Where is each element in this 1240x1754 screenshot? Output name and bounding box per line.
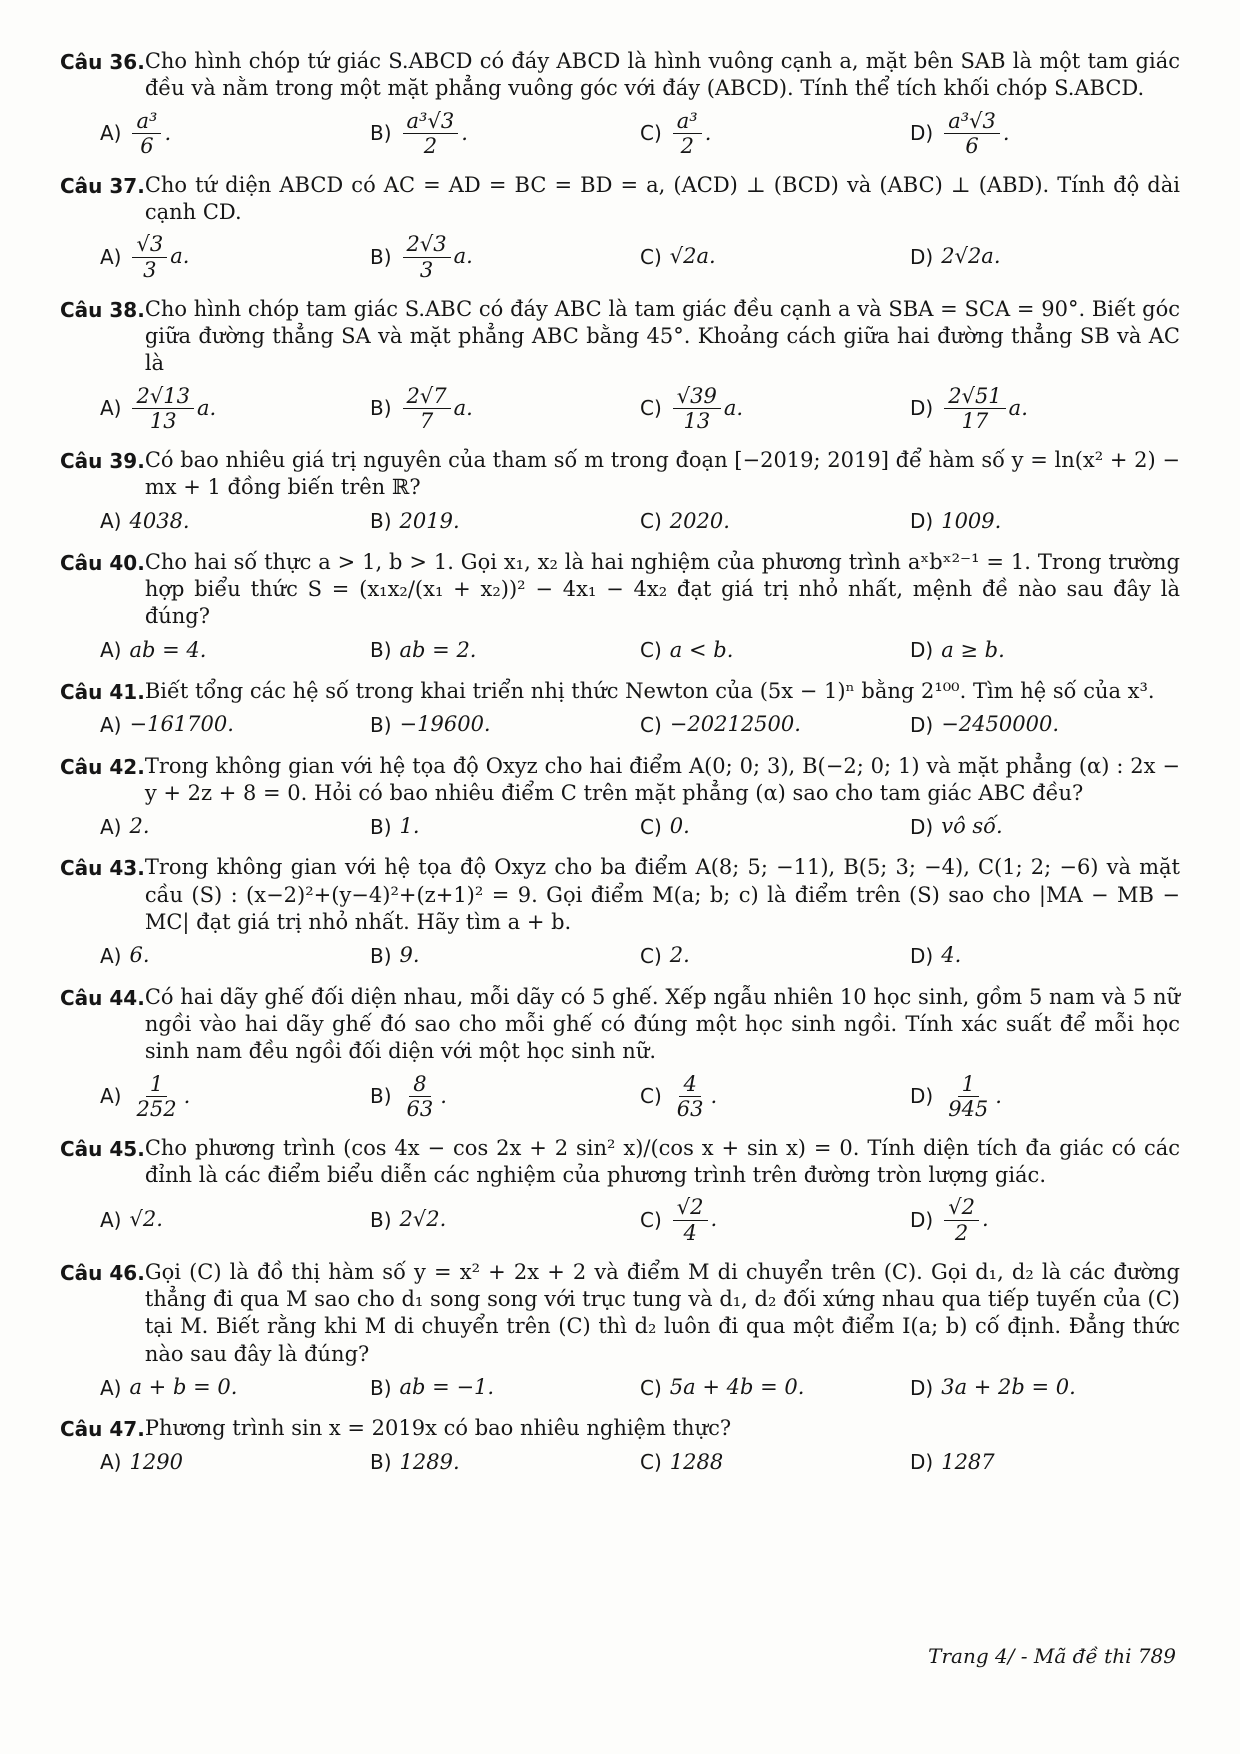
option-label: B) [370, 638, 392, 663]
answer-option [100, 508, 370, 535]
fraction-denominator: 945 [948, 1096, 989, 1121]
fraction-numerator: √2 [944, 1195, 979, 1220]
option-text: ab = 2. [399, 637, 477, 662]
answer-option [370, 1195, 640, 1244]
option-text: vô số. [941, 814, 1003, 839]
question [60, 984, 1180, 1121]
fraction-numerator: a³ [132, 109, 161, 134]
fraction-numerator: 1 [958, 1072, 979, 1097]
answer-options [60, 1449, 1180, 1476]
option-label: B) [370, 1375, 392, 1400]
fraction-denominator: 4 [683, 1220, 697, 1245]
option-text: 1009. [941, 508, 1002, 533]
option-text: 1289. [399, 1449, 460, 1474]
option-text: 6. [129, 943, 150, 968]
option-label: B) [370, 1450, 392, 1475]
option-label: D) [910, 1450, 934, 1475]
question-text: Cho tứ diện ABCD có AC = AD = BC = BD = a, (ACD) ⊥ (BCD) và (ABC) ⊥ (ABD). Tính độ dài cạnh CD. [144, 172, 1180, 225]
question-stem [60, 854, 1180, 936]
option-text: 1. [399, 814, 420, 839]
option-label: B) [370, 245, 392, 270]
fraction-denominator: 3 [419, 257, 434, 282]
option-text: −161700. [129, 712, 234, 737]
option-label: C) [640, 245, 662, 270]
fraction-numerator: √2 [673, 1195, 708, 1220]
answer-options [60, 1374, 1180, 1401]
answer-option [640, 109, 910, 158]
answer-option [370, 1374, 640, 1401]
option-label: D) [910, 121, 934, 146]
option-label: B) [370, 509, 392, 534]
option-label: C) [640, 509, 662, 534]
option-label: D) [910, 509, 934, 534]
question [60, 48, 1180, 158]
fraction-suffix: . [981, 1207, 989, 1232]
answer-option [370, 508, 640, 535]
question-text: Cho hai số thực a > 1, b > 1. Gọi x₁, x₂ là hai nghiệm của phương trình aˣbˣ²⁻¹ = 1. Trong trường hợp biểu thức S = (x₁x₂/(x₁ + x₂))² − 4x₁ − 4x₂ đạt giá trị nhỏ nhất, mệnh đề nào sau đây là đúng? [144, 549, 1180, 629]
option-fraction [673, 109, 702, 158]
question-text: Gọi (C) là đồ thị hàm số y = x² + 2x + 2 và điểm M di chuyển trên (C). Gọi d₁, d₂ là các đường thẳng đi qua M sao cho d₁ song song với trục tung và d₁, d₂ đối xứng nhau qua tiếp tuyến của (C) tại M. Biết rằng khi M di chuyển trên (C) thì d₂ luôn đi qua một điểm I(a; b) cố định. Đẳng thức nào sau đây là đúng? [144, 1259, 1180, 1366]
answer-option [370, 109, 640, 158]
answer-options [60, 813, 1180, 840]
answer-options [60, 384, 1180, 433]
answer-option [100, 384, 370, 433]
fraction-numerator: a³ [673, 109, 702, 134]
fraction-suffix: a. [196, 395, 217, 420]
option-text: 4. [941, 943, 962, 968]
answer-option [100, 637, 370, 664]
answer-option [370, 637, 640, 664]
answer-option [100, 711, 370, 738]
option-text: 2020. [669, 508, 730, 533]
option-label: C) [640, 814, 662, 839]
question-stem [60, 48, 1180, 103]
question-text: Biết tổng các hệ số trong khai triển nhị thức Newton của (5x − 1)ⁿ bằng 2¹⁰⁰. Tìm hệ số của x³. [144, 679, 1155, 703]
answer-option [100, 942, 370, 969]
fraction-numerator: 8 [409, 1072, 430, 1097]
option-fraction [403, 109, 459, 158]
fraction-numerator: √39 [673, 384, 721, 409]
question-number: Câu 45. [60, 1136, 145, 1161]
answer-option [640, 942, 910, 969]
fraction-suffix: . [710, 1207, 718, 1232]
fraction-denominator: 6 [965, 133, 979, 158]
fraction-suffix: a. [453, 244, 473, 269]
option-label: B) [370, 121, 392, 146]
question-stem [60, 753, 1180, 808]
question-text: Phương trình sin x = 2019x có bao nhiêu nghiệm thực? [144, 1416, 732, 1441]
question [60, 296, 1180, 433]
answer-option [100, 1374, 370, 1401]
answer-options [60, 1195, 1180, 1244]
question-text: Cho hình chóp tứ giác S.ABCD có đáy ABCD là hình vuông cạnh a, mặt bên SAB là một tam giác đều và nằm trong một mặt phẳng vuông góc với đáy (ABCD). Tính thể tích khối chóp S.ABCD. [144, 49, 1180, 101]
fraction-suffix: . [1002, 120, 1010, 145]
option-label: C) [640, 1450, 662, 1475]
question-number: Câu 41. [60, 680, 145, 704]
answer-option [370, 1072, 640, 1121]
answer-option [370, 813, 640, 840]
question [60, 172, 1180, 282]
option-text: a + b = 0. [129, 1374, 238, 1399]
answer-option [640, 1072, 910, 1121]
question-stem [60, 984, 1180, 1066]
answer-option [640, 813, 910, 840]
option-label: D) [910, 245, 934, 270]
answer-options [60, 637, 1180, 664]
fraction-numerator: √3 [132, 232, 167, 257]
question [60, 447, 1180, 535]
answer-option [370, 942, 640, 969]
question-number: Câu 39. [60, 448, 145, 473]
fraction-denominator: 252 [136, 1096, 177, 1121]
fraction-denominator: 3 [143, 257, 157, 282]
fraction-numerator: a³√3 [403, 109, 459, 134]
option-fraction [673, 1195, 708, 1244]
option-text: 1287 [941, 1449, 995, 1474]
fraction-suffix: a. [1008, 395, 1028, 420]
fraction-suffix: . [440, 1083, 447, 1108]
answer-option [910, 1374, 1180, 1401]
option-fraction [673, 384, 721, 433]
option-text: 1288 [669, 1449, 724, 1474]
option-text: a < b. [669, 637, 734, 662]
option-fraction [403, 232, 451, 281]
question [60, 678, 1180, 739]
fraction-suffix: . [704, 120, 712, 145]
answer-option [640, 1374, 910, 1401]
fraction-denominator: 17 [961, 408, 989, 433]
fraction-suffix: . [164, 120, 172, 145]
option-fraction [132, 109, 161, 158]
option-fraction [944, 1195, 979, 1244]
question-text: Trong không gian với hệ tọa độ Oxyz cho hai điểm A(0; 0; 3), B(−2; 0; 1) và mặt phẳng (α) : 2x − y + 2z + 8 = 0. Hỏi có bao nhiêu điểm C trên mặt phẳng (α) sao cho tam giác ABC đều? [144, 753, 1180, 805]
option-label: B) [370, 1084, 392, 1109]
question-number: Câu 46. [60, 1260, 145, 1285]
option-fraction [132, 232, 167, 281]
option-label: C) [640, 1375, 662, 1400]
answer-options [60, 711, 1180, 738]
option-fraction [944, 1072, 992, 1121]
question [60, 1135, 1180, 1245]
question [60, 1259, 1180, 1401]
page-footer: Trang 4/ - Mã đề thi 789 [928, 1644, 1176, 1668]
question-number: Câu 43. [60, 856, 145, 881]
answer-options [60, 232, 1180, 281]
question-number: Câu 36. [60, 50, 145, 74]
option-text: 2019. [399, 508, 460, 533]
option-label: A) [100, 638, 122, 663]
option-label: A) [100, 814, 122, 839]
answer-option [910, 1449, 1180, 1476]
answer-option [640, 508, 910, 535]
fraction-suffix: . [995, 1083, 1002, 1108]
option-label: D) [910, 814, 934, 839]
fraction-denominator: 13 [149, 408, 177, 433]
option-label: B) [370, 944, 392, 969]
answer-option [910, 1072, 1180, 1121]
option-label: A) [100, 712, 122, 737]
answer-option [100, 109, 370, 158]
option-text: −19600. [399, 712, 491, 737]
answer-options [60, 942, 1180, 969]
answer-option [910, 508, 1180, 535]
option-label: B) [370, 1208, 392, 1233]
question [60, 1415, 1180, 1476]
fraction-denominator: 2 [680, 133, 694, 158]
fraction-numerator: 4 [679, 1072, 700, 1097]
fraction-denominator: 7 [419, 408, 434, 433]
answer-option [370, 384, 640, 433]
option-fraction [132, 384, 193, 433]
answer-option [100, 1072, 370, 1121]
question-stem [60, 296, 1180, 378]
option-text: 3a + 2b = 0. [941, 1374, 1076, 1399]
question-text: Cho hình chóp tam giác S.ABC có đáy ABC là tam giác đều cạnh a và SBA = SCA = 90°. Biết góc giữa đường thẳng SA và mặt phẳng ABC bằng 45°. Khoảng cách giữa hai đường thẳng SB và AC là [144, 296, 1180, 376]
option-label: C) [640, 121, 662, 146]
answer-option [370, 232, 640, 281]
question-text: Cho phương trình (cos 4x − cos 2x + 2 sin² x)/(cos x + sin x) = 0. Tính diện tích đa giác có các đỉnh là các điểm biểu diễn các nghiệm của phương trình trên đường tròn lượng giác. [144, 1135, 1180, 1188]
answer-option [100, 813, 370, 840]
option-text: a ≥ b. [941, 637, 1005, 662]
fraction-suffix: . [461, 120, 468, 145]
fraction-suffix: . [710, 1083, 718, 1108]
answer-option [370, 711, 640, 738]
question-number: Câu 38. [60, 297, 145, 322]
option-fraction [132, 1072, 180, 1121]
fraction-suffix: a. [453, 395, 473, 420]
option-label: C) [640, 712, 662, 737]
exam-page [60, 48, 1180, 1490]
option-text: 2√2a. [941, 244, 1001, 269]
fraction-denominator: 2 [954, 1220, 969, 1245]
answer-option [100, 1449, 370, 1476]
option-fraction [944, 384, 1005, 433]
option-label: A) [100, 1450, 122, 1475]
answer-option [910, 813, 1180, 840]
fraction-numerator: 2√3 [403, 232, 451, 257]
option-label: A) [100, 245, 122, 270]
question-stem [60, 172, 1180, 227]
option-label: A) [100, 1375, 122, 1400]
answer-option [100, 232, 370, 281]
option-label: C) [640, 638, 662, 663]
question-text: Có hai dãy ghế đối diện nhau, mỗi dãy có 5 ghế. Xếp ngẫu nhiên 10 học sinh, gồm 5 nam và 5 nữ ngồi vào hai dãy ghế đó sao cho mỗi ghế có đúng một học sinh ngồi. Tính xác suất để mỗi học sinh nam đều ngồi đối diện với một học sinh nữ. [144, 984, 1180, 1064]
option-label: B) [370, 396, 392, 421]
option-label: A) [100, 121, 122, 146]
option-label: C) [640, 396, 662, 421]
option-fraction [403, 384, 451, 433]
answer-options [60, 109, 1180, 158]
answer-option [910, 384, 1180, 433]
option-label: D) [910, 396, 934, 421]
option-label: A) [100, 944, 122, 969]
answer-option [910, 1195, 1180, 1244]
option-label: C) [640, 944, 662, 969]
option-label: A) [100, 509, 122, 534]
answer-option [910, 109, 1180, 158]
option-text: 5a + 4b = 0. [669, 1374, 805, 1399]
option-label: C) [640, 1208, 662, 1233]
option-text: −20212500. [669, 712, 801, 737]
option-text: ab = 4. [129, 637, 207, 662]
fraction-numerator: 2√13 [132, 384, 193, 409]
answer-option [910, 232, 1180, 281]
option-label: D) [910, 1375, 934, 1400]
answer-option [640, 384, 910, 433]
question-stem [60, 1135, 1180, 1190]
option-label: A) [100, 1084, 122, 1109]
option-label: D) [910, 1208, 934, 1233]
option-text: 4038. [129, 508, 190, 533]
question [60, 854, 1180, 969]
option-label: D) [910, 712, 934, 737]
answer-option [640, 711, 910, 738]
answer-option [910, 711, 1180, 738]
option-label: B) [370, 712, 392, 737]
option-text: −2450000. [941, 712, 1059, 737]
option-text: 0. [669, 814, 690, 839]
option-fraction [403, 1072, 438, 1121]
fraction-numerator: 2√51 [944, 384, 1005, 409]
answer-option [640, 1195, 910, 1244]
option-label: A) [100, 396, 122, 421]
fraction-numerator: a³√3 [944, 109, 1000, 134]
question-stem [60, 447, 1180, 502]
option-text: √2a. [669, 244, 716, 269]
question-number: Câu 42. [60, 754, 145, 779]
question-stem [60, 1415, 1180, 1442]
fraction-numerator: 1 [146, 1072, 167, 1097]
fraction-suffix: a. [170, 244, 190, 269]
answer-option [640, 637, 910, 664]
option-label: D) [910, 638, 934, 663]
question [60, 549, 1180, 664]
answer-options [60, 1072, 1180, 1121]
option-text: 9. [399, 943, 420, 968]
fraction-denominator: 63 [406, 1096, 434, 1121]
fraction-suffix: . [183, 1083, 191, 1108]
answer-option [370, 1449, 640, 1476]
option-text: 2. [129, 814, 150, 839]
option-label: C) [640, 1084, 662, 1109]
fraction-suffix: a. [723, 395, 744, 420]
answer-option [910, 942, 1180, 969]
fraction-numerator: 2√7 [403, 384, 451, 409]
fraction-denominator: 6 [140, 133, 154, 158]
answer-option [640, 1449, 910, 1476]
answer-option [100, 1195, 370, 1244]
answer-option [640, 232, 910, 281]
fraction-denominator: 13 [683, 408, 711, 433]
question [60, 753, 1180, 841]
answer-options [60, 508, 1180, 535]
answer-option [910, 637, 1180, 664]
option-fraction [673, 1072, 708, 1121]
fraction-denominator: 63 [676, 1096, 704, 1121]
question-number: Câu 37. [60, 173, 145, 198]
question-number: Câu 47. [60, 1417, 145, 1442]
option-text: 2√2. [399, 1207, 447, 1232]
option-text: ab = −1. [399, 1374, 495, 1399]
option-text: √2. [129, 1207, 163, 1232]
option-label: B) [370, 814, 392, 839]
question-stem [60, 549, 1180, 631]
question-stem [60, 1259, 1180, 1368]
fraction-denominator: 2 [423, 133, 438, 158]
question-number: Câu 44. [60, 985, 145, 1010]
option-label: D) [910, 944, 934, 969]
question-number: Câu 40. [60, 550, 145, 575]
option-text: 1290 [129, 1449, 183, 1474]
option-label: A) [100, 1208, 122, 1233]
option-text: 2. [669, 943, 690, 968]
option-label: D) [910, 1084, 934, 1109]
option-fraction [944, 109, 1000, 158]
question-text: Có bao nhiêu giá trị nguyên của tham số m trong đoạn [−2019; 2019] để hàm số y = ln(x² + 2) − mx + 1 đồng biến trên ℝ? [144, 447, 1180, 500]
question-text: Trong không gian với hệ tọa độ Oxyz cho ba điểm A(8; 5; −11), B(5; 3; −4), C(1; 2; −6) và mặt cầu (S) : (x−2)²+(y−4)²+(z+1)² = 9. Gọi điểm M(a; b; c) là điểm trên (S) sao cho |MA − MB − MC| đạt giá trị nhỏ nhất. Hãy tìm a + b. [144, 855, 1180, 935]
question-stem [60, 678, 1180, 705]
